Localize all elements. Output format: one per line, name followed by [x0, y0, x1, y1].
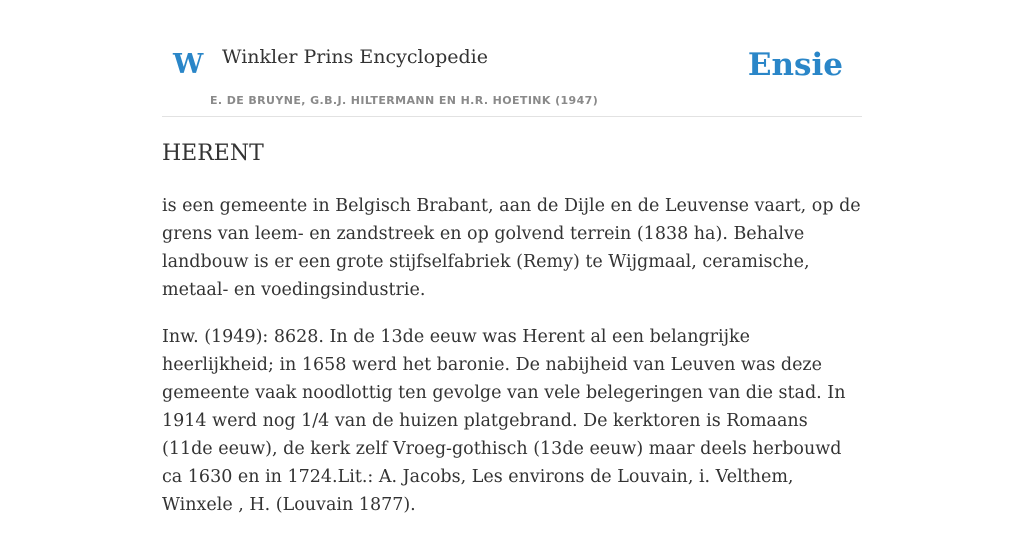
page-container: [162, 0, 862, 515]
entry-paragraph: Inw. (1949): 8628. In de 13de eeuw was Herent al een belangrijke heerlijkheid; in 1658 werd het baronie. De nabijheid van Leuven was deze gemeente vaak noodlottig ten gevolge van vele belegeringen van die stad. In 1914 werd nog 1/4 van de huizen platgebrand. De kerktoren is Romaans (11de eeuw), de kerk zelf Vroeg-gothisch (13de eeuw) maar deels herbouwd ca 1630 en in 1724.Lit.: A. Jacobs, Les environs de Louvain, i. Velthem, Winxele , H. (Louvain 1877).: [162, 327, 846, 515]
entry-body: [162, 192, 862, 538]
encyclopedia-header: [162, 0, 862, 117]
encyclopedia-title[interactable]: Winkler Prins Encyclopedie: [222, 46, 488, 68]
entry-paragraph: is een gemeente in Belgisch Brabant, aan de Dijle en de Leuvense vaart, op de grens van leem- en zandstreek en op golvend terrein (1838 ha). Behalve landbouw is er een grote stijfselfabriek (Remy) te Wijgmaal, ceramische, metaal- en voedingsindustrie.: [162, 196, 861, 300]
encyclopedia-logo[interactable]: W: [173, 49, 204, 80]
entry-title: HERENT: [162, 141, 264, 166]
encyclopedia-authors: E. DE BRUYNE, G.B.J. HILTERMANN EN H.R. HOETINK (1947): [210, 94, 599, 107]
site-logo[interactable]: Ensie: [747, 47, 843, 83]
